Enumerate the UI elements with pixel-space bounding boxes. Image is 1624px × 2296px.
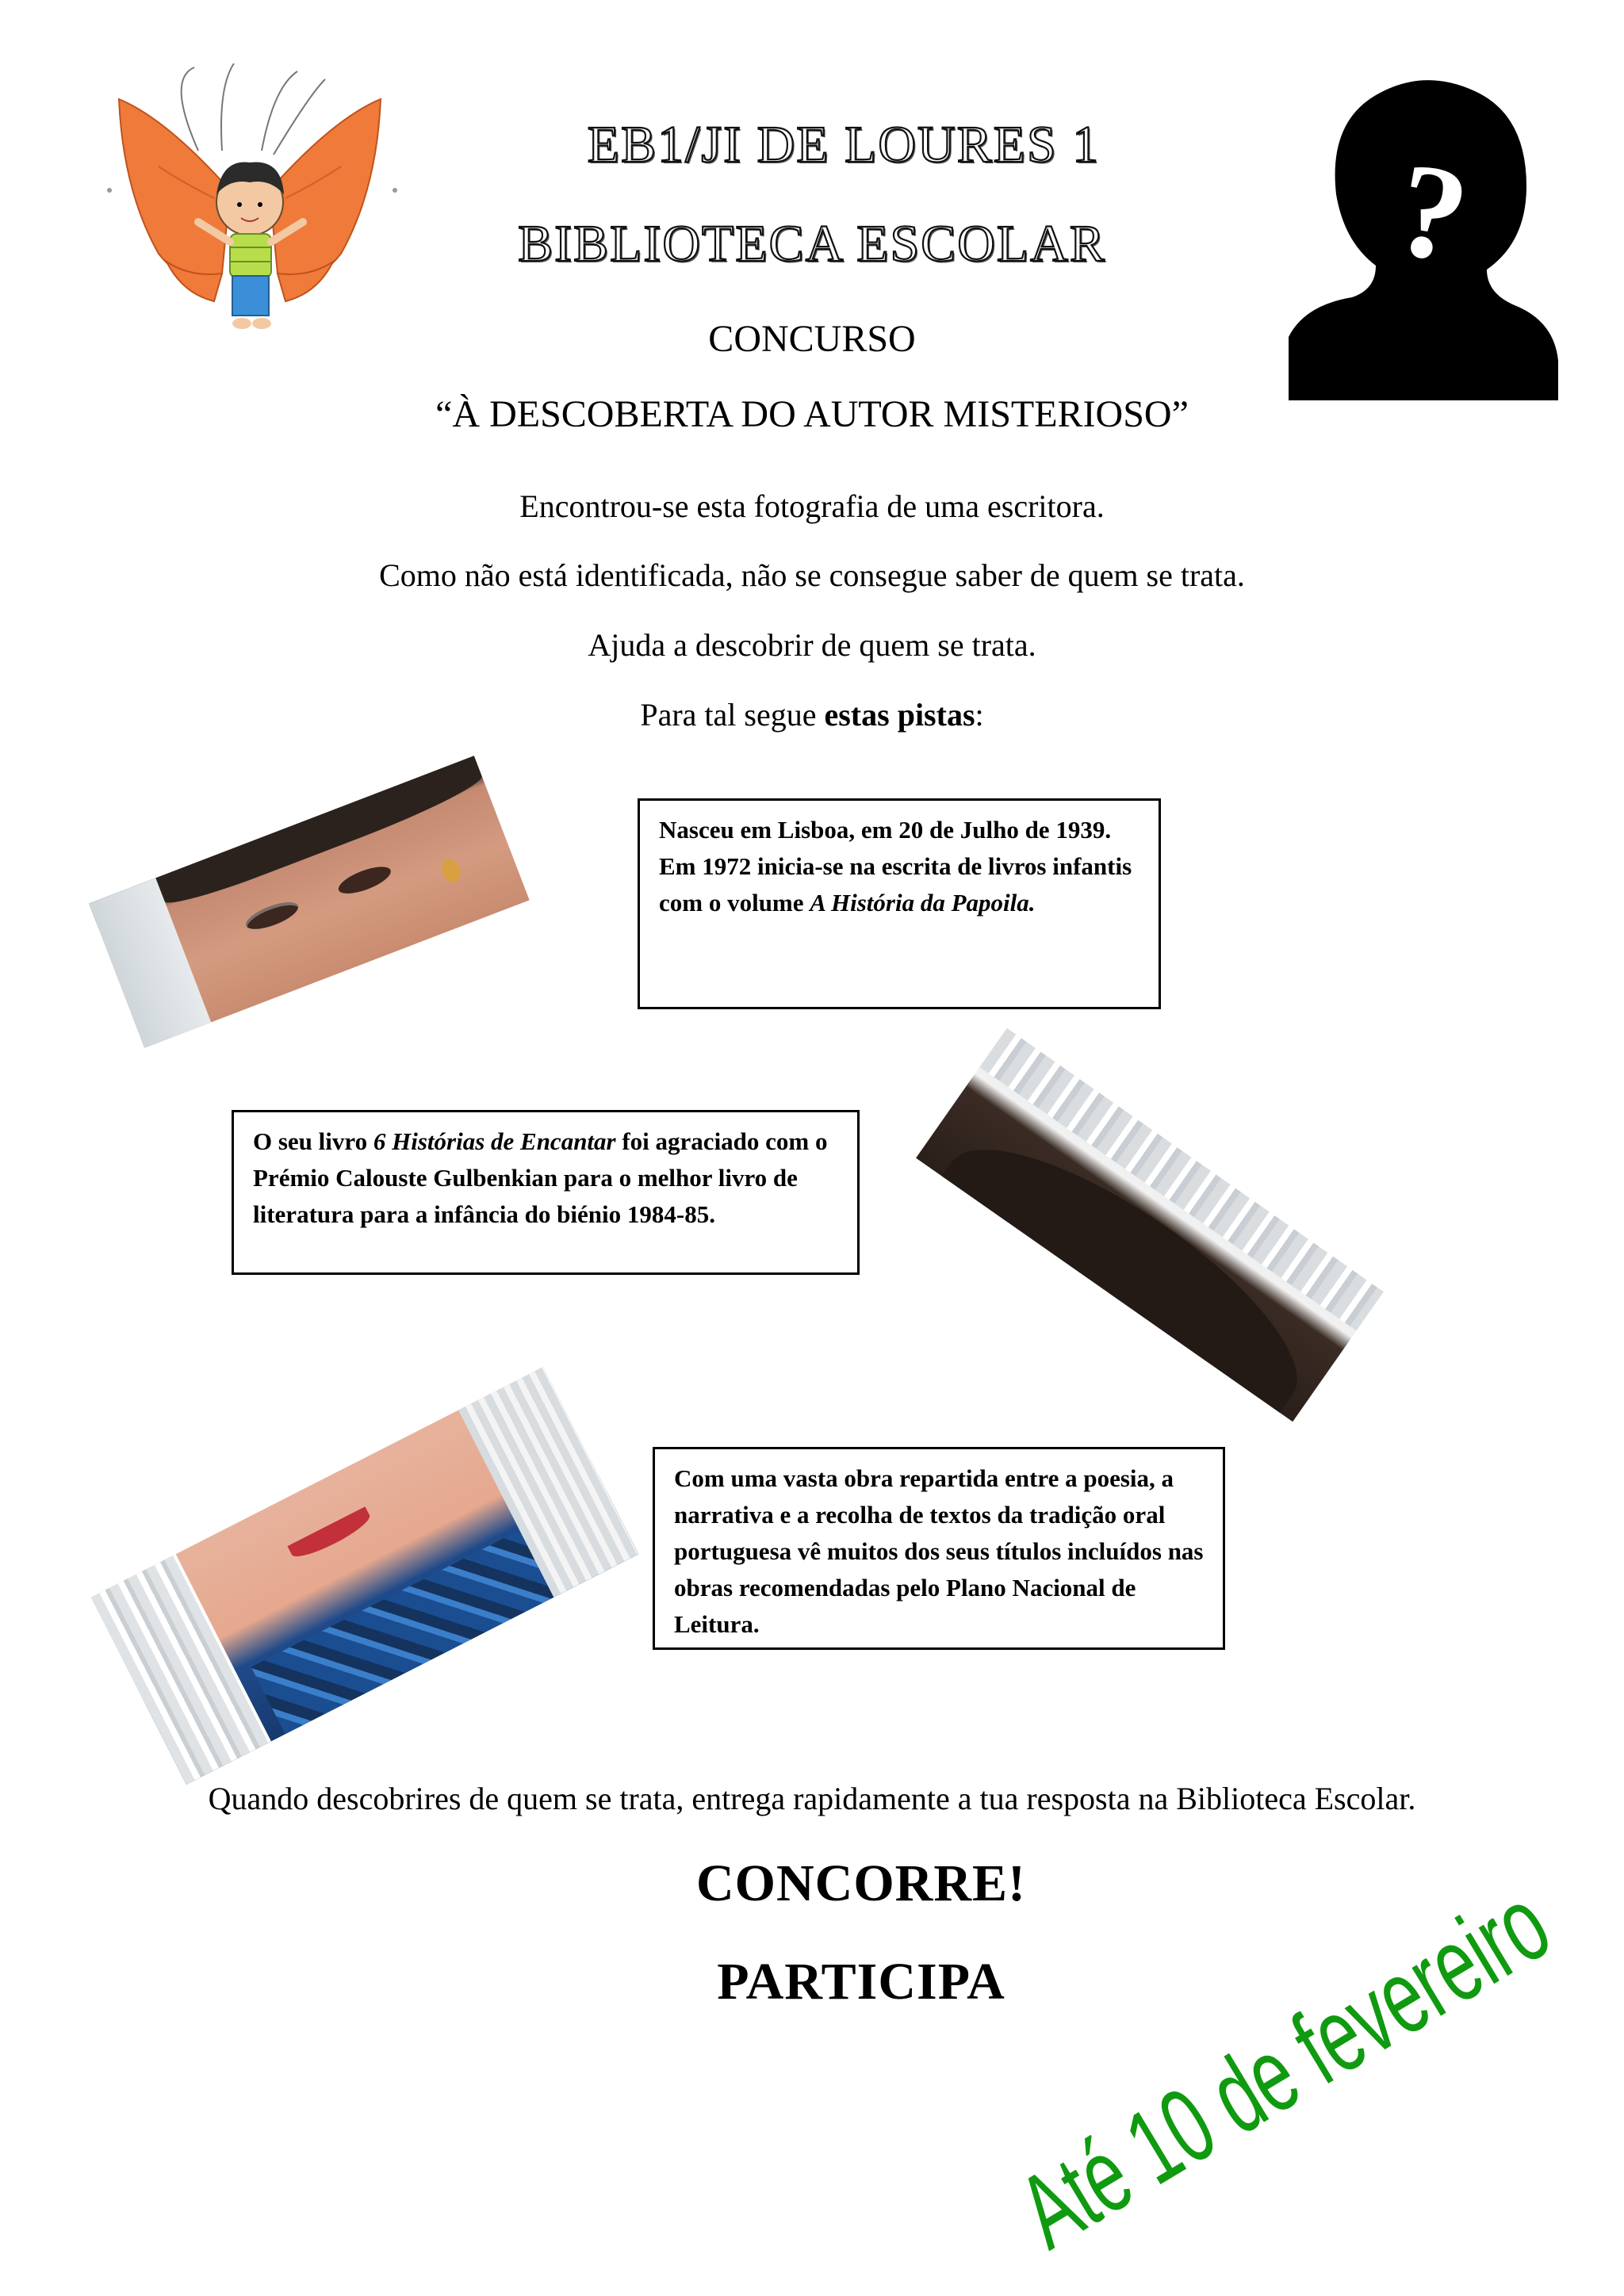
clue-box-3 xyxy=(653,1447,1225,1650)
deadline-text: Até 10 de fevereiro xyxy=(1000,1864,1569,2271)
contest-label: CONCURSO xyxy=(708,318,916,360)
library-title: BIBLIOTECA ESCOLAR xyxy=(518,215,1106,273)
butterfly-child-logo xyxy=(103,63,404,357)
clue-box-2 xyxy=(232,1110,860,1275)
intro-line-4-prefix: Para tal segue xyxy=(640,697,825,733)
cta-concorre: CONCORRE! xyxy=(696,1854,1026,1912)
contest-title: “À DESCOBERTA DO AUTOR MISTERIOSO” xyxy=(435,393,1189,435)
intro-line-4 xyxy=(0,696,1624,733)
school-title: EB1/JI DE LOURES 1 xyxy=(587,116,1101,174)
author-photo-eyes xyxy=(89,756,529,1047)
intro-line-3: Ajuda a descobrir de quem se trata. xyxy=(588,627,1036,663)
clue-2-book: 6 Histórias de Encantar xyxy=(373,1127,616,1155)
cta-participa: PARTICIPA xyxy=(717,1953,1005,2011)
footer-instruction: Quando descobrires de quem se trata, entrega rapidamente a tua resposta na Biblioteca Escolar. xyxy=(208,1781,1416,1816)
intro-line-4-bold: estas pistas xyxy=(824,697,975,733)
intro-line-1: Encontrou-se esta fotografia de uma escritora. xyxy=(519,488,1105,524)
clue-1-start: Em 1972 inicia-se na escrita de livros infantis com o volume xyxy=(659,852,1132,916)
author-photo-hair xyxy=(916,1028,1384,1422)
author-photo-chin xyxy=(91,1367,639,1785)
clue-2-rest: foi agraciado com o Prémio Calouste Gulbenkian para o melhor livro de literatura para a infância do biénio 1984-85. xyxy=(253,1127,828,1228)
clue-3-text: Com uma vasta obra repartida entre a poesia, a narrativa e a recolha de textos da tradição oral portuguesa vê muitos dos seus títulos incluídos nas obras recomendadas pelo Plano Nacional de Leitura. xyxy=(674,1464,1204,1638)
clue-1-birth: Nasceu em Lisboa, em 20 de Julho de 1939. xyxy=(659,816,1112,844)
intro-line-4-suffix: : xyxy=(975,697,984,733)
clue-1-book: A História da Papoila. xyxy=(810,889,1036,916)
svg-text:?: ? xyxy=(1386,133,1479,293)
clue-box-1 xyxy=(638,798,1161,1009)
clue-2-prefix: O seu livro xyxy=(253,1127,373,1155)
intro-line-2: Como não está identificada, não se consegue saber de quem se trata. xyxy=(379,557,1245,593)
